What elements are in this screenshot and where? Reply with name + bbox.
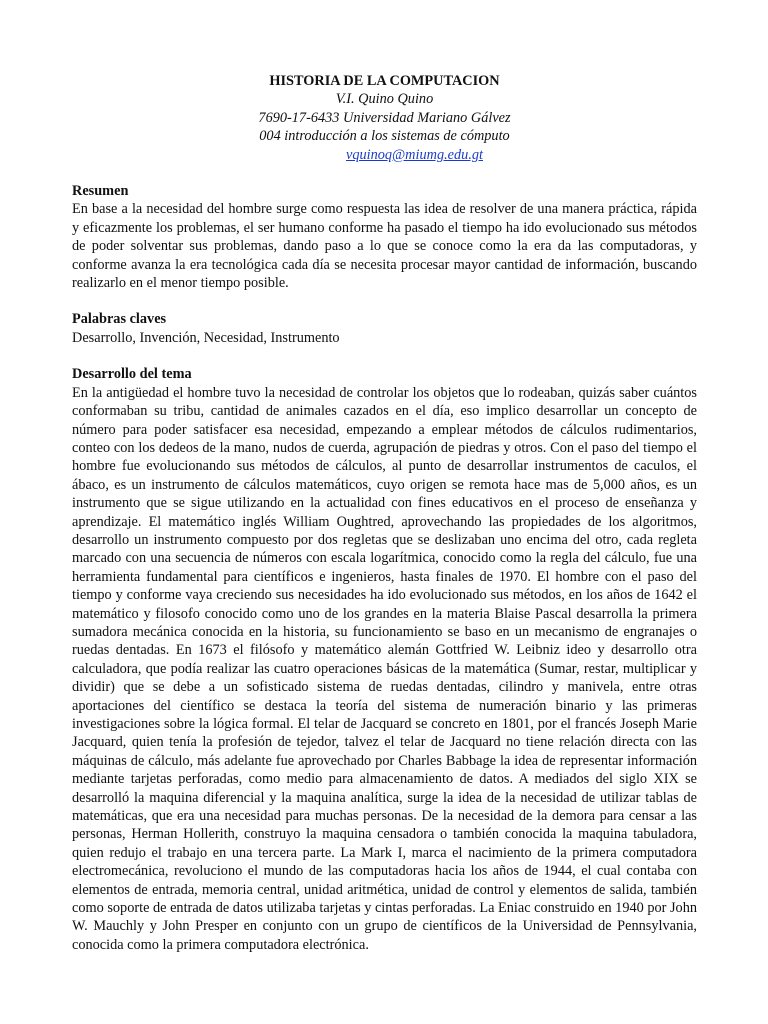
desarrollo-heading: Desarrollo del tema	[72, 366, 192, 383]
spacer	[72, 292, 697, 310]
document-page	[72, 72, 697, 954]
document-header	[72, 72, 697, 164]
palabras-heading: Palabras claves	[72, 311, 167, 328]
resumen-heading: Resumen	[72, 183, 129, 200]
palabras-text: Desarrollo, Invención, Necesidad, Instrumento	[72, 329, 340, 346]
course-name: 004 introducción a los sistemas de cómputo	[259, 128, 510, 145]
desarrollo-text: En la antigüedad el hombre tuvo la necesidad de controlar los objetos que lo rodeaban, quizás saber cuántos conformaban su tribu, cantidad de animales cazados en el día, eso implico desarrollar un concepto de número para poder satisfacer esa necesidad, empezando a emplear métodos de cálculos rudimentarios, conteo con los dedeos de la mano, nudos de cuerda, agrupación de piedras y otros. Con el paso del tiempo el hombre fue evolucionando sus métodos de cálculos, al punto de desarrollar instrumentos de caculos, el ábaco, es un instrumento de cálculos matemáticos, cuyo origen se remota hace mas de 5,000 años, es un instrumento que se sigue utilizando en la actualidad con fines educativos en el proceso de enseñanza y aprendizaje. El matemático inglés William Oughtred, aprovechando las propiedades de los algoritmos, desarrollo un instrumento compuesto por dos regletas que se deslizaban uno encima del otro, cada regleta marcado con una secuencia de números con escala logarítmica, conocido como la regla del cálculo, fue una herramienta fundamental para científicos e ingenieros, hasta finales de 1970. El hombre con el paso del tiempo y conforme vaya creciendo sus necesidades ha ido evolucionado sus métodos, en los años de 1642 el matemático y filosofo conocido como uno de los grandes en la materia Blaise Pascal desarrolla la primera sumadora mecánica conocida en la historia, su funcionamiento se baso en un mecanismo de engranajes o ruedas dentadas. En 1673 el filósofo y matemático alemán Gottfried W. Leibniz ideo y desarrollo otra calculadora, que podía realizar las cuatro operaciones básicas de la matemática (Sumar, restar, multiplicar y dividir) que se debe a un sofisticado sistema de ruedas dentadas, cilindro y manivela, entre otras aportaciones del científico se destaca la teoría del sistema de numeración binario y las primeras investigaciones sobre la lógica formal. El telar de Jacquard se concreto en 1801, por el francés Joseph Marie Jacquard, quien tenía la profesión de tejedor, talvez el telar de Jacquard no tiene relación directa con las máquinas de cálculo, más adelante fue aprovechado por Charles Babbage la idea de representar información mediante tarjetas perforadas, como medio para almacenamiento de datos. A mediados del siglo XIX se desarrolló la maquina diferencial y la maquina analítica, surge la idea de la necesidad de utilizar tablas de matemáticas, que era una necesidad para muchas personas. De la necesidad de la demora para censar a las personas, Herman Hollerith, construyo la maquina censadora o también conocida la maquina tabuladora, quien redujo el trabajo en una tercera parte. La Mark I, marca el nacimiento de la primera computadora electromecánica, revoluciono el mundo de las computadoras hacia los años de 1944, el cual contaba con elementos de entrada, memoria central, unidad aritmética, unidad de control y elementos de salida, también como soporte de entrada de datos utilizaba tarjetas y cintas perforadas. La Eniac construido en 1940 por John W. Mauchly y John Presper en conjunto con un grupo de científicos de la Universidad de Pennsylvania, conocida como la primera computadora electrónica.	[72, 384, 697, 953]
document-title: HISTORIA DE LA COMPUTACION	[269, 73, 500, 89]
author-affiliation: 7690-17-6433 Universidad Mariano Gálvez	[258, 109, 511, 126]
email-link[interactable]: vquinoq@miumg.edu.gt	[345, 146, 484, 163]
section-palabras-claves	[72, 310, 697, 347]
spacer	[72, 347, 697, 365]
section-resumen	[72, 182, 697, 292]
resumen-text: En base a la necesidad del hombre surge como respuesta las idea de resolver de una manera práctica, rápida y eficazmente los problemas, el ser humano conforme ha pasado el tiempo ha ido evolucionado sus métodos de poder solventar sus problemas, dando paso a lo que se conoce como la era da las computadoras, y conforme avanza la era tecnológica cada día se necesita procesar mayor cantidad de información, buscando realizarlo en el menor tiempo posible.	[72, 201, 697, 292]
author-name: V.I. Quino Quino	[335, 91, 434, 108]
section-desarrollo	[72, 365, 697, 954]
spacer	[72, 164, 697, 182]
